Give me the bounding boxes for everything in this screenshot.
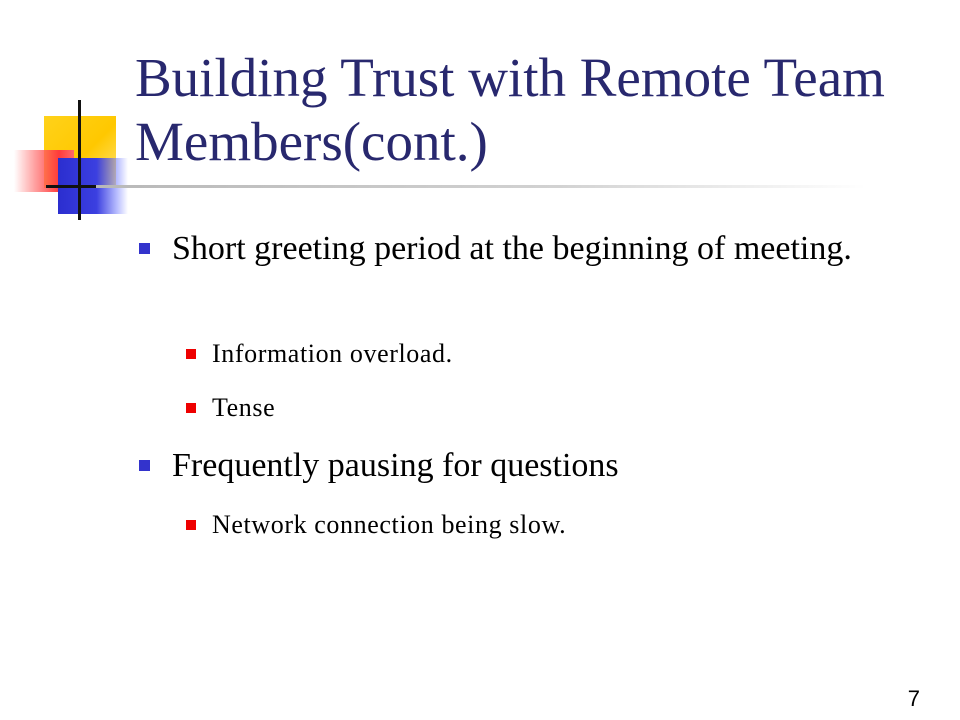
- bullet-level2: Tense: [212, 393, 276, 422]
- bullet-level2: Information overload.: [212, 339, 453, 368]
- bullet-level1: Short greeting period at the beginning of meeting.: [172, 230, 852, 267]
- sub-bullet-marker-icon: [186, 403, 196, 413]
- sub-bullet-marker-icon: [186, 349, 196, 359]
- sub-bullet-marker-icon: [186, 520, 196, 530]
- bullet-marker-icon: [139, 460, 150, 471]
- decoration-horizontal-line: [46, 185, 96, 188]
- slide-title: Building Trust with Remote Team Members(cont.): [135, 47, 885, 172]
- bullet-level1: Frequently pausing for questions: [172, 447, 619, 484]
- bullet-level2: Network connection being slow.: [212, 510, 567, 539]
- title-underline: [96, 185, 866, 188]
- page-number: 7: [907, 686, 920, 711]
- bullet-marker-icon: [139, 243, 150, 254]
- decoration-vertical-line: [78, 100, 81, 220]
